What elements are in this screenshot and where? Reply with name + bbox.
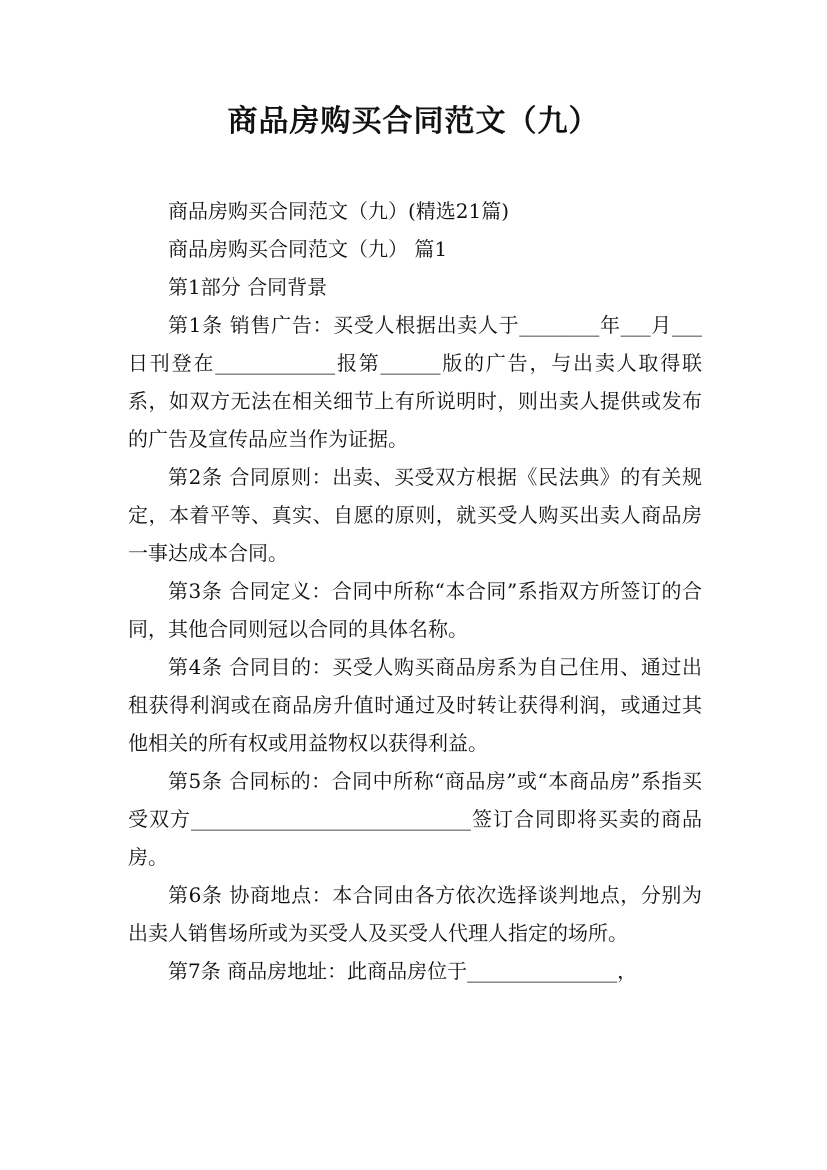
article-1: 第1条 销售广告：买受人根据出卖人于________年___月___日刊登在____________报第______版的广告，与出卖人取得联系，如双方无法在相关细节上有所说明时，则出卖人提供或发布的广告及宣传品应当作为证据。 bbox=[128, 313, 702, 451]
article-3: 第3条 合同定义：合同中所称“本合同”系指双方所签订的合同，其他合同则冠以合同的具体名称。 bbox=[128, 579, 702, 641]
article-2: 第2条 合同原则：出卖、买受双方根据《民法典》的有关规定，本着平等、真实、自愿的原则，就买受人购买出卖人商品房一事达成本合同。 bbox=[128, 465, 702, 565]
article-5: 第5条 合同标的：合同中所称“商品房”或“本商品房”系指买受双方____________________________签订合同即将买卖的商品房。 bbox=[128, 769, 702, 869]
part-heading: 第1部分 合同背景 bbox=[168, 275, 328, 299]
document-title: 商品房购买合同范文（九） bbox=[227, 104, 600, 139]
article-4: 第4条 合同目的：买受人购买商品房系为自己住用、通过出租获得利润或在商品房升值时通过及时转让获得利润，或通过其他相关的所有权或用益物权以获得利益。 bbox=[128, 655, 702, 755]
article-6: 第6条 协商地点：本合同由各方依次选择谈判地点，分别为出卖人销售场所或为买受人及买受人代理人指定的场所。 bbox=[128, 883, 702, 945]
section-heading: 商品房购买合同范文（九） 篇1 bbox=[168, 237, 448, 261]
article-7: 第7条 商品房地址：此商品房位于_______________， bbox=[168, 959, 638, 983]
document-subtitle: 商品房购买合同范文（九）(精选21篇) bbox=[168, 199, 510, 223]
document-body bbox=[128, 192, 702, 990]
